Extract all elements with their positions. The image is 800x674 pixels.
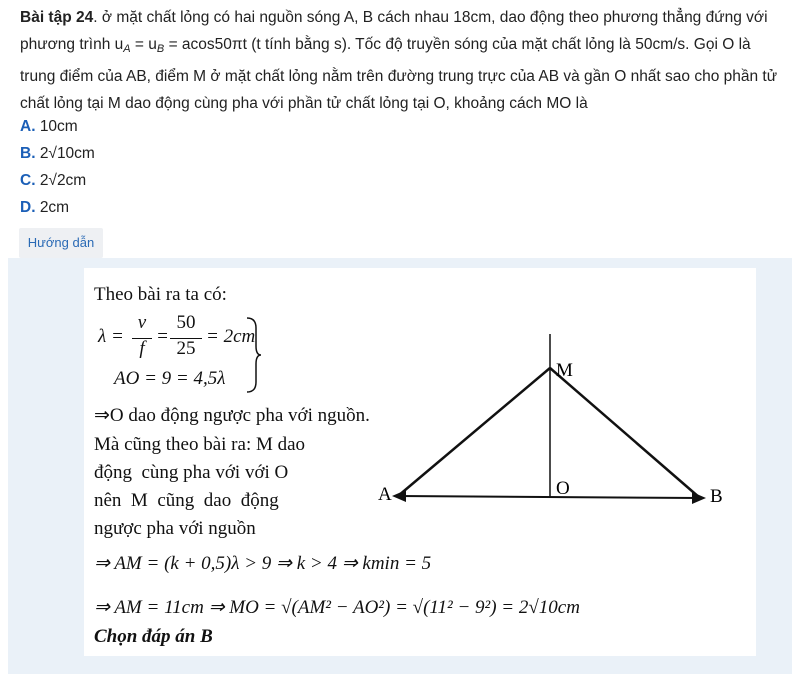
option-a-letter: A.	[20, 118, 36, 135]
option-b[interactable]	[20, 144, 95, 164]
subscript-b: B	[156, 43, 165, 55]
solution-image: Theo bài ra ta có: λ = v f = 50 25 = 2cm AO = 9 = 4,5λ ⇒O dao động ngược pha với nguồn. Mà cũng theo bài ra: M dao động cùng pha với với O nên M cũng dao động ngược pha với nguồn ⇒ AM = (k + 0,5)λ > 9 ⇒ k > 4 ⇒ kmin = 5 ⇒ AM = 11cm ⇒ MO = √(AM² − AO²) = √(11² − 9²) = 2√10cm Chọn đáp án B M A O B	[84, 268, 756, 656]
option-b-text: 2√10cm	[39, 145, 95, 162]
label-a: A	[378, 484, 392, 505]
question-part-2: = u	[130, 36, 157, 53]
equation-k: ⇒ AM = (k + 0,5)λ > 9 ⇒ k > 4 ⇒ kmin = 5	[94, 553, 432, 574]
solution-text-5: ngược pha với nguồn	[94, 518, 256, 539]
question-part-1: . ở mặt chất lỏng có hai nguồn sóng A, B cách nhau 18cm, dao động theo phương thẳng đứng với phương trình u	[20, 9, 768, 53]
arrow-b	[692, 492, 706, 504]
ao-equation: AO = 9 = 4,5λ	[114, 368, 226, 389]
option-a[interactable]	[20, 117, 78, 137]
option-a-text: 10cm	[39, 118, 78, 135]
line-am	[398, 368, 550, 496]
option-b-letter: B.	[20, 145, 36, 162]
solution-text-2: Mà cũng theo bài ra: M dao	[94, 434, 306, 455]
solution-intro: Theo bài ra ta có:	[94, 284, 227, 305]
solution-text-3: động cùng pha với với O	[94, 462, 289, 483]
option-c[interactable]	[20, 171, 86, 191]
line-mb	[550, 368, 700, 498]
equation-mo: ⇒ AM = 11cm ⇒ MO = √(AM² − AO²) = √(11² − 9²) = 2√10cm	[94, 597, 580, 618]
arrow-a	[392, 490, 406, 502]
answer-line: Chọn đáp án B	[94, 626, 213, 647]
subscript-a: A	[123, 43, 131, 55]
option-c-text: 2√2cm	[39, 172, 87, 189]
question-text	[20, 4, 790, 117]
option-c-letter: C.	[20, 172, 36, 189]
question-label: Bài tập 24	[20, 9, 94, 26]
option-d-letter: D.	[20, 199, 36, 216]
label-o: O	[556, 478, 570, 499]
solution-conclusion-1: ⇒O dao động ngược pha với nguồn.	[94, 405, 370, 426]
label-m: M	[556, 360, 573, 381]
option-d[interactable]	[20, 198, 69, 218]
brace	[244, 316, 264, 394]
solution-text-4: nên M cũng dao động	[94, 490, 279, 511]
triangle-diagram	[370, 326, 730, 516]
question-part-3: = acos50πt (t tính bằng s). Tốc độ truyền sóng của mặt chất lỏng là 50cm/s. Gọi O là trung điểm của AB, điểm M ở mặt chất lỏng nằm trên đường trung trực của AB và gần O nhất sao cho phần tử chất lỏng tại M dao động cùng pha với phần tử chất lỏng tại O, khoảng cách MO là	[20, 36, 778, 112]
hint-tab[interactable]: Hướng dẫn	[19, 228, 103, 258]
line-ab	[398, 496, 700, 498]
label-b: B	[710, 486, 723, 507]
option-d-text: 2cm	[39, 199, 70, 216]
